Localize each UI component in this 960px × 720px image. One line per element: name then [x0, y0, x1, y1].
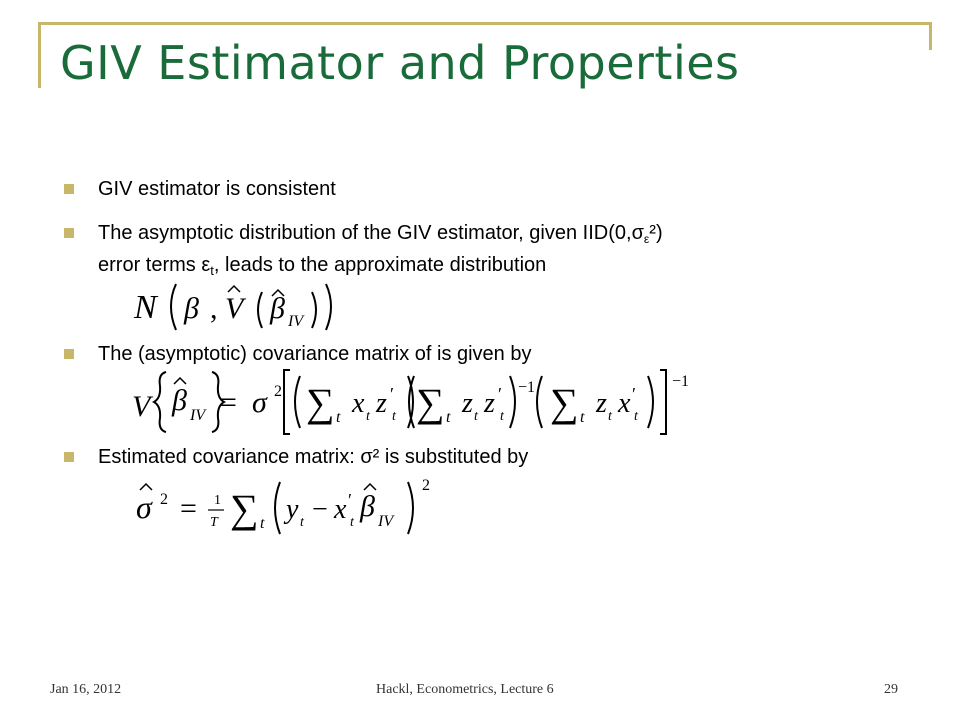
- svg-text:IV: IV: [378, 513, 394, 530]
- svg-text:t: t: [608, 409, 612, 424]
- svg-text:z: z: [484, 388, 495, 419]
- svg-text:t: t: [260, 515, 265, 532]
- svg-text:t: t: [474, 409, 478, 424]
- svg-text:∑: ∑: [306, 380, 335, 425]
- distribution-formula: [130, 278, 340, 336]
- svg-text:IV: IV: [288, 313, 304, 330]
- bullet-marker: [64, 452, 74, 462]
- svg-text:t: t: [500, 409, 504, 424]
- svg-text:y: y: [286, 494, 299, 525]
- svg-text:,: ,: [210, 292, 218, 325]
- svg-text:′: ′: [348, 490, 352, 510]
- bullet-asymptotic-distribution: [98, 220, 663, 284]
- svg-text:β: β: [172, 384, 187, 417]
- svg-text:=: =: [180, 492, 197, 525]
- svg-text:t: t: [580, 409, 585, 426]
- svg-text:V: V: [132, 390, 151, 423]
- svg-text:β: β: [360, 490, 375, 523]
- svg-text:1: 1: [214, 493, 221, 508]
- svg-text:N: N: [134, 289, 157, 326]
- svg-text:2: 2: [274, 383, 282, 400]
- svg-text:x: x: [334, 494, 347, 525]
- footer-date: Jan 16, 2012: [50, 682, 122, 697]
- svg-text:β: β: [184, 292, 199, 325]
- svg-text:t: t: [350, 515, 354, 530]
- svg-text:2: 2: [422, 477, 430, 494]
- svg-text:2: 2: [160, 491, 168, 508]
- svg-text:z: z: [376, 388, 387, 419]
- svg-text:z: z: [462, 388, 473, 419]
- svg-text:=: =: [220, 386, 237, 419]
- svg-text:t: t: [300, 515, 304, 530]
- bullet-consistent: GIV estimator is consistent: [98, 178, 336, 200]
- svg-text:σ: σ: [136, 489, 152, 525]
- svg-text:t: t: [336, 409, 341, 426]
- bullet-covariance-matrix: The (asymptotic) covariance matrix of is given by: [98, 343, 532, 365]
- svg-text:∑: ∑: [550, 380, 579, 425]
- bullet-marker: [64, 349, 74, 359]
- svg-text:∑: ∑: [416, 380, 445, 425]
- frame-top-rule: [38, 22, 932, 25]
- bullet-estimated-covariance: Estimated covariance matrix: σ² is substituted by: [98, 446, 529, 468]
- svg-text:t: t: [634, 409, 638, 424]
- page-number: 29: [884, 682, 898, 697]
- svg-text:−: −: [312, 494, 328, 525]
- svg-text:x: x: [618, 388, 631, 419]
- footer-course: Hackl, Econometrics, Lecture 6: [376, 682, 554, 697]
- bullet-line-2: error terms $\varepsilon_t$, leads to the approximate distribution: [98, 254, 547, 278]
- bullet-line-1: The asymptotic distribution of the GIV estimator, given IID(0,σε²): [98, 222, 663, 246]
- covariance-formula: [130, 366, 710, 438]
- bullet-marker: [64, 228, 74, 238]
- svg-text:IV: IV: [190, 407, 206, 424]
- svg-text:t: t: [392, 409, 396, 424]
- svg-text:β: β: [270, 292, 285, 325]
- svg-text:∑: ∑: [230, 486, 259, 531]
- svg-text:V: V: [225, 292, 244, 325]
- variance-estimate-formula: [130, 470, 460, 542]
- svg-text:−1: −1: [518, 379, 536, 396]
- svg-text:z: z: [596, 388, 607, 419]
- frame-left-rule: [38, 22, 41, 88]
- svg-text:x: x: [352, 388, 365, 419]
- svg-text:′: ′: [390, 384, 394, 404]
- bullet-marker: [64, 184, 74, 194]
- svg-text:′: ′: [498, 384, 502, 404]
- svg-text:−1: −1: [672, 373, 690, 390]
- svg-text:T: T: [210, 515, 218, 530]
- svg-text:′: ′: [632, 384, 636, 404]
- svg-text:σ: σ: [252, 386, 267, 419]
- svg-text:t: t: [366, 409, 370, 424]
- frame-right-rule: [929, 22, 932, 50]
- slide-title: GIV Estimator and Properties: [60, 36, 740, 90]
- svg-text:t: t: [446, 409, 451, 426]
